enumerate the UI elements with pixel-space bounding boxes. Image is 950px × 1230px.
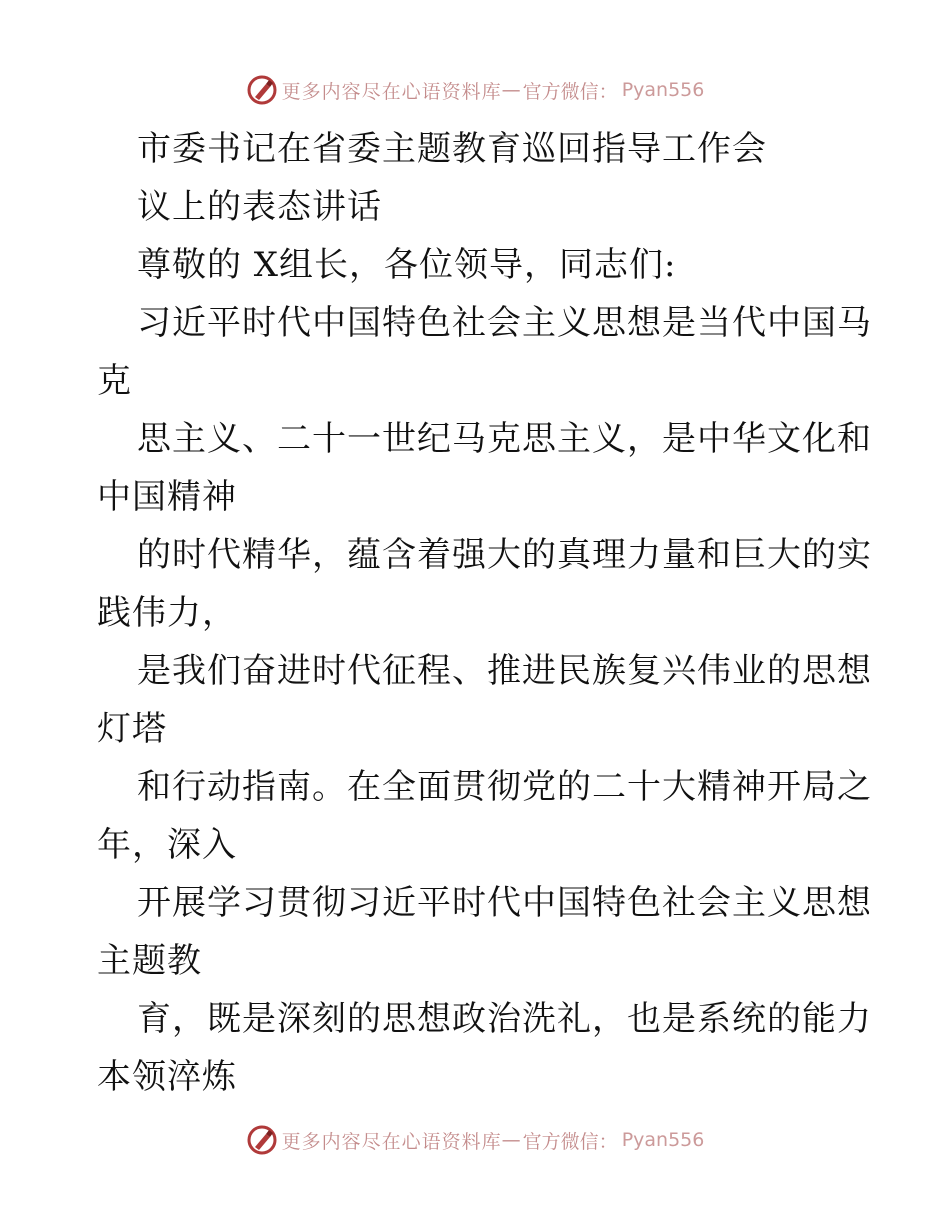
banner-main-text: 更多内容尽在心语资料库	[281, 1130, 502, 1153]
doc-line-salutation: 尊敬的 X组长，各位领导，同志们:	[137, 245, 677, 285]
document-body	[97, 120, 872, 1106]
doc-line: 的时代精华，蕴含着强大的真理力量和巨大的实	[137, 535, 872, 575]
banner-wechat-id: Pyan556	[621, 1129, 705, 1151]
banner-wechat-label: 官方微信：	[522, 80, 618, 103]
footer-banner	[0, 1120, 950, 1160]
doc-line: 是我们奋进时代征程、推进民族复兴伟业的思想	[137, 651, 872, 691]
doc-line-title-2: 议上的表态讲话	[137, 187, 382, 227]
banner-dash: —	[501, 79, 521, 101]
doc-line-title-1: 市委书记在省委主题教育巡回指导工作会	[137, 129, 767, 169]
doc-line: 开展学习贯彻习近平时代中国特色社会主义思想	[137, 883, 872, 923]
doc-line: 中国精神	[97, 477, 237, 517]
doc-line: 思主义、二十一世纪马克思主义，是中华文化和	[137, 419, 872, 459]
doc-line: 践伟力，	[97, 593, 237, 633]
doc-line: 和行动指南。在全面贯彻党的二十大精神开局之	[137, 767, 872, 807]
pen-nib-logo-icon	[246, 74, 278, 106]
banner-wechat-id: Pyan556	[621, 79, 705, 101]
banner-wechat-label: 官方微信：	[522, 1130, 618, 1153]
doc-line: 习近平时代中国特色社会主义思想是当代中国马	[137, 303, 872, 343]
header-banner	[0, 70, 950, 110]
doc-line: 年，深入	[97, 825, 237, 865]
doc-line: 克	[97, 361, 132, 401]
doc-line: 本领淬炼	[97, 1057, 237, 1097]
banner-dash: —	[501, 1129, 521, 1151]
banner-main-text: 更多内容尽在心语资料库	[281, 80, 502, 103]
doc-line: 育，既是深刻的思想政治洗礼，也是系统的能力	[137, 999, 872, 1039]
doc-line: 主题教	[97, 941, 202, 981]
pen-nib-logo-icon	[246, 1124, 278, 1156]
doc-line: 灯塔	[97, 709, 167, 749]
